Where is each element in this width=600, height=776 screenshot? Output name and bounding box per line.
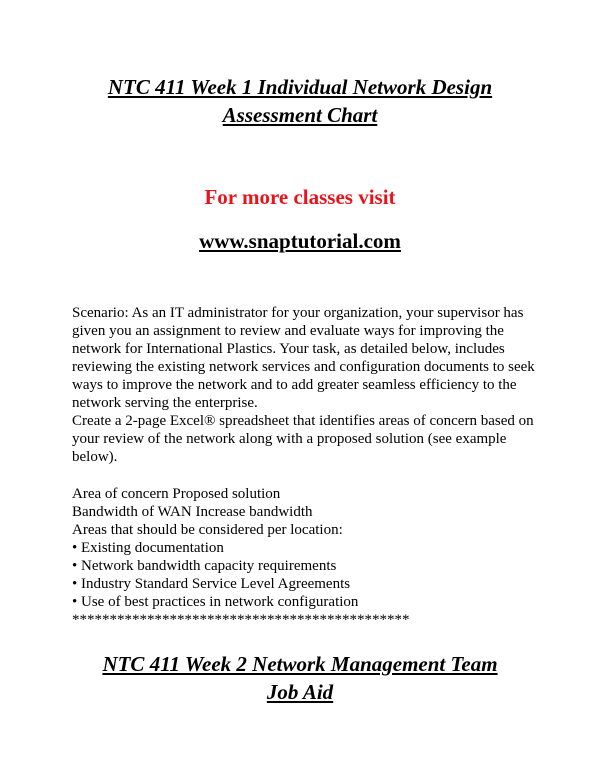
course-title-week1-line1: NTC 411 Week 1 Individual Network Design xyxy=(107,75,493,99)
scenario-description xyxy=(72,304,542,466)
list-item: • Use of best practices in network configuration xyxy=(72,594,359,610)
course-title-week1-line2: Assessment Chart xyxy=(222,103,378,127)
promo-text: For more classes visit xyxy=(204,185,396,209)
list-item: • Network bandwidth capacity requirements xyxy=(72,558,337,574)
example-row-line: Bandwidth of WAN Increase bandwidth xyxy=(72,504,313,520)
assignment-paragraph: Create a 2-page Excel® spreadsheet that identifies areas of concern based on your review of the network along with a proposed solution (see example below). xyxy=(72,413,534,465)
table-header-line: Area of concern Proposed solution xyxy=(72,486,281,502)
list-item: • Existing documentation xyxy=(72,540,224,556)
course-title-week1 xyxy=(40,73,560,129)
list-item: • Industry Standard Service Level Agreements xyxy=(72,576,351,592)
website-link[interactable]: www.snaptutorial.com xyxy=(199,229,401,253)
scenario-paragraph: Scenario: As an IT administrator for your organization, your supervisor has given you an assignment to review and evaluate ways for improving the network for International Plastics. Your task, as detailed below, includes reviewing the existing network services and configuration documents to seek ways to improve the network and to add greater seamless efficiency to the network serving the enterprise. xyxy=(72,305,535,411)
course-title-week2-line2: Job Aid xyxy=(266,680,334,704)
course-title-week2 xyxy=(40,650,560,706)
areas-intro-line: Areas that should be considered per location: xyxy=(72,522,343,538)
course-title-week2-line1: NTC 411 Week 2 Network Management Team xyxy=(102,652,498,676)
concern-list xyxy=(72,485,542,629)
asterisk-separator: ********************************************* xyxy=(72,612,410,628)
